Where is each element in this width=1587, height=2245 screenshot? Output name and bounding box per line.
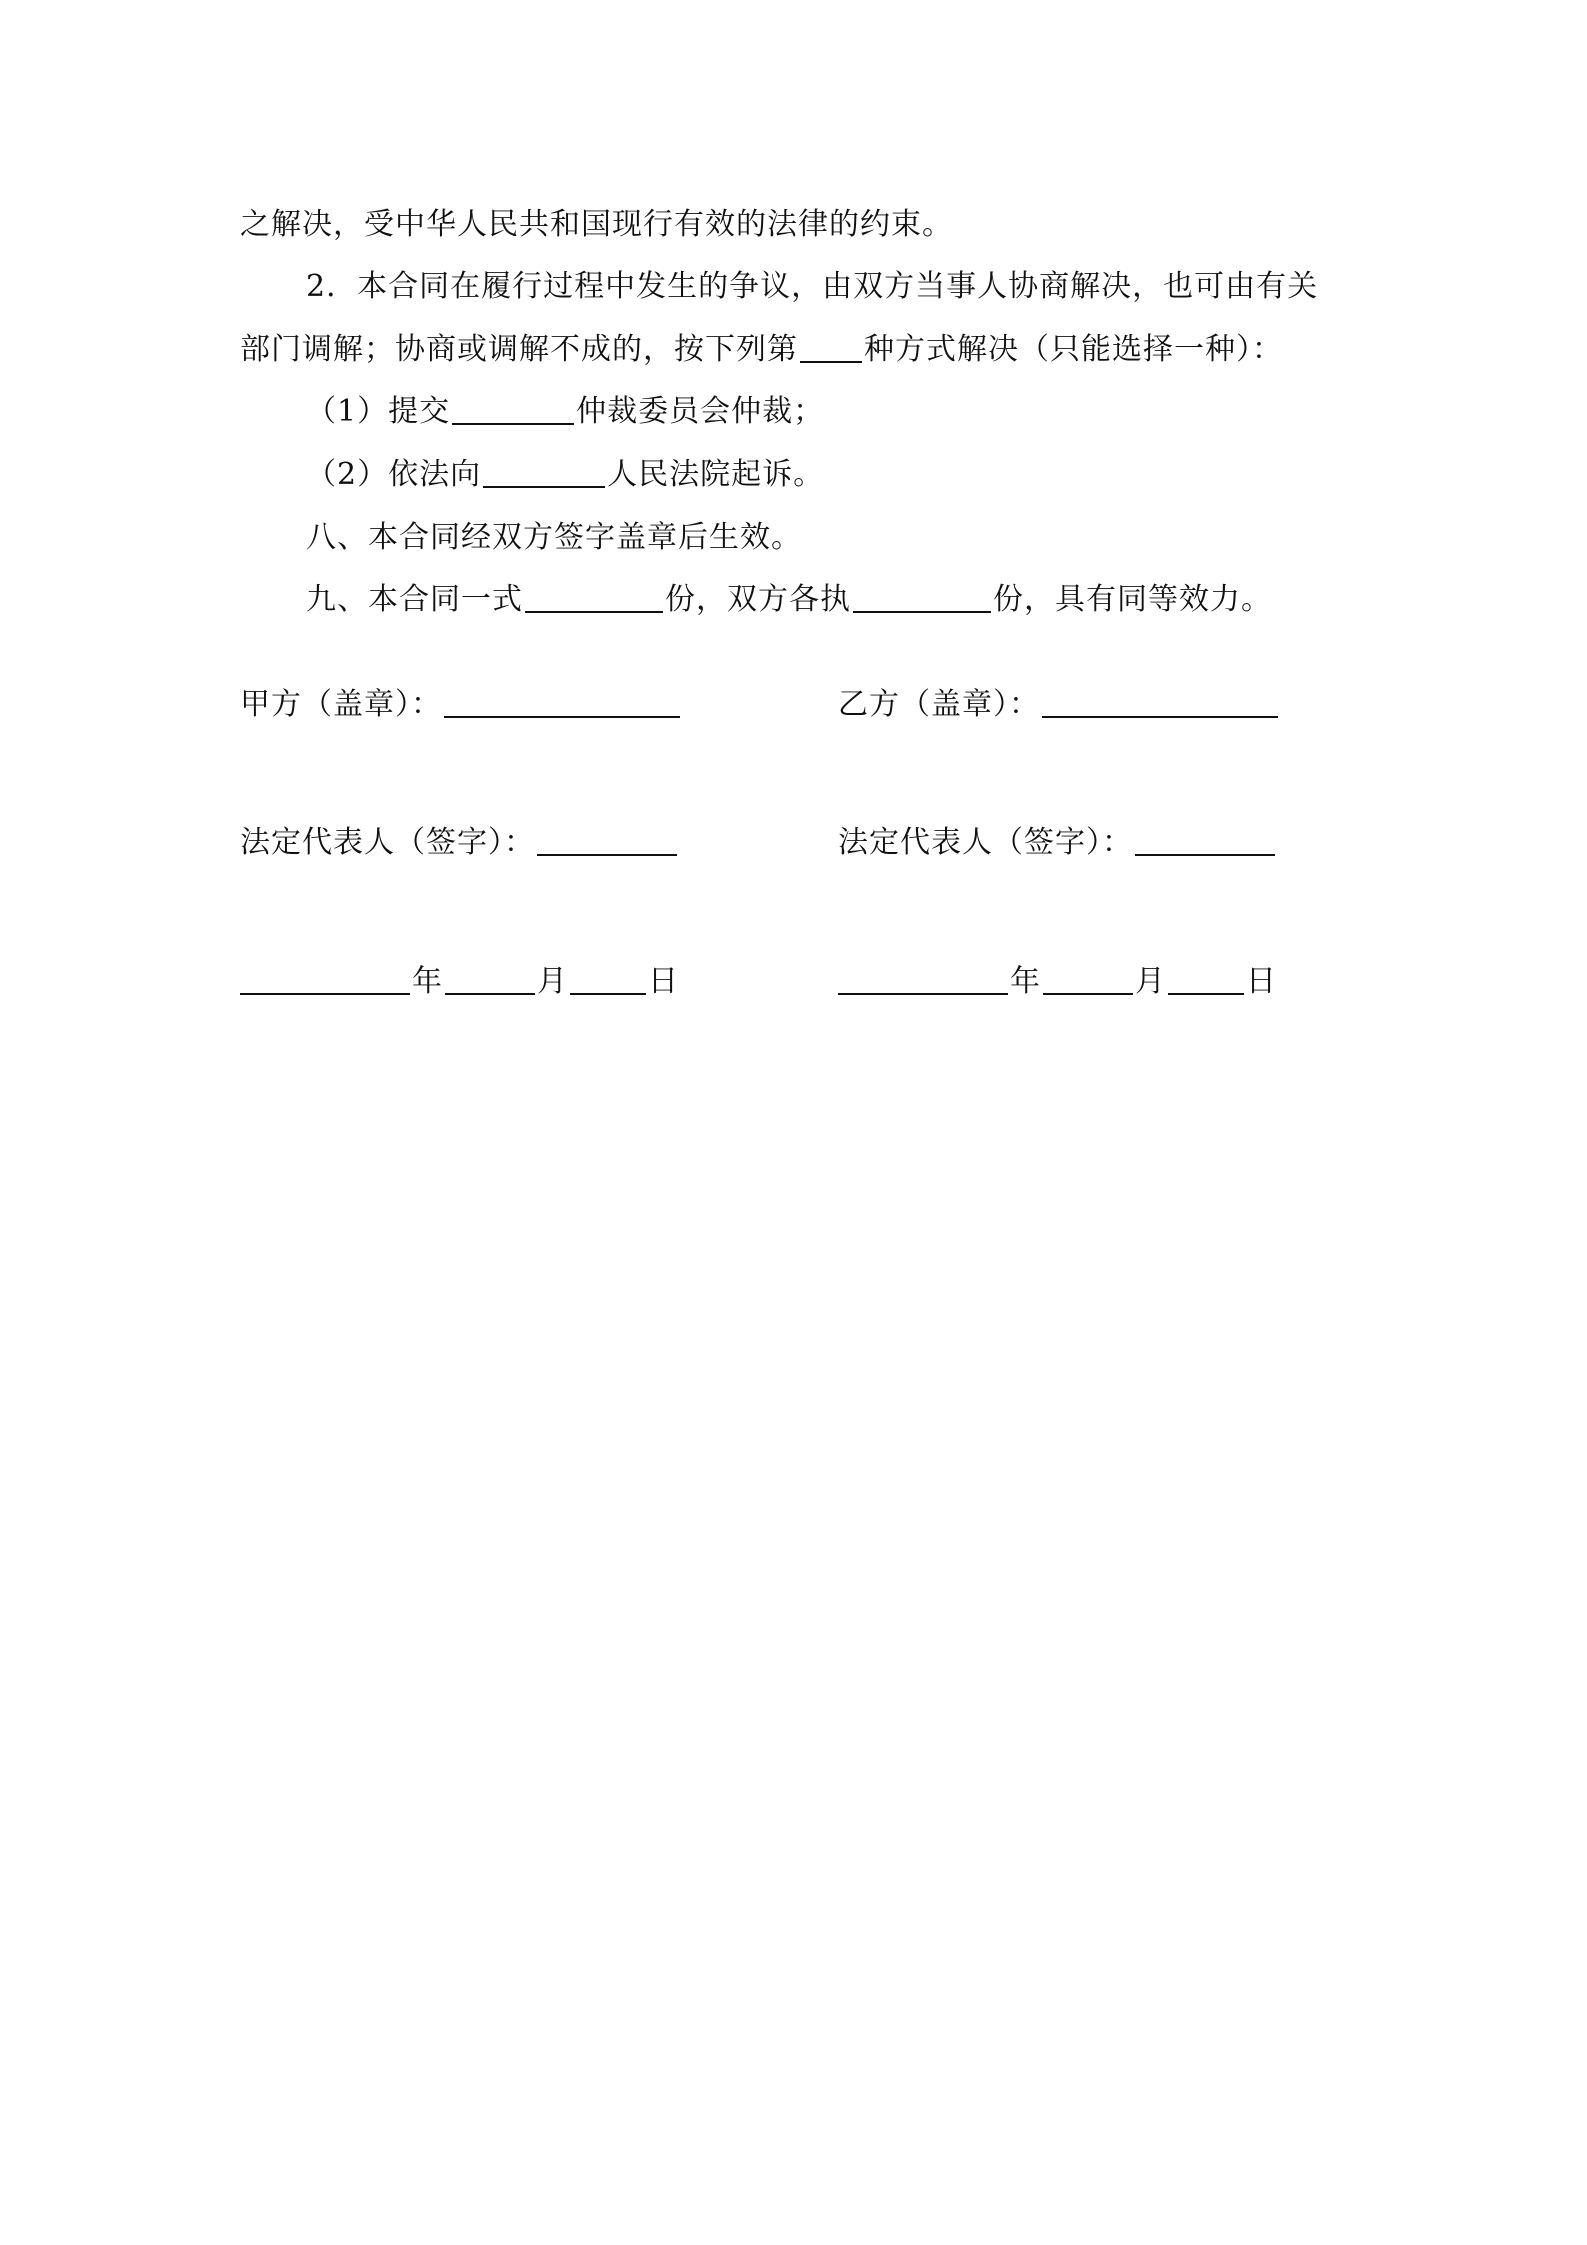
option-text: 人民法院起诉。 (607, 457, 825, 492)
month-label: 月 (1135, 964, 1166, 999)
year-label: 年 (412, 964, 443, 999)
party-a-seal-blank[interactable] (444, 686, 680, 718)
copies-each-blank[interactable] (853, 581, 991, 613)
year-label: 年 (1010, 964, 1041, 999)
clause-text: 份，具有同等效力。 (993, 582, 1272, 617)
party-b-rep-blank[interactable] (1135, 824, 1275, 856)
party-a-rep-blank[interactable] (537, 824, 677, 856)
clause-text: 部门调解；协商或调解不成的，按下列第 (240, 332, 798, 367)
party-a-date (240, 962, 679, 1002)
clause-text: 种方式解决（只能选择一种）： (864, 332, 1283, 367)
clause-8 (306, 518, 802, 558)
month-label: 月 (537, 964, 568, 999)
clause-7-2 (306, 267, 1318, 307)
copies-total-blank[interactable] (525, 581, 663, 613)
court-blank[interactable] (483, 456, 605, 488)
party-b-representative (838, 823, 1277, 863)
party-b-seal-blank[interactable] (1042, 686, 1278, 718)
option-text: 仲裁委员会仲裁； (576, 394, 825, 429)
arbitration-committee-blank[interactable] (452, 393, 574, 425)
day-blank[interactable] (570, 963, 646, 995)
party-a-representative (240, 823, 679, 863)
option-text: （2）依法向 (306, 457, 482, 492)
party-a-seal-label: 甲方（盖章）： (240, 687, 442, 722)
month-blank[interactable] (1043, 963, 1133, 995)
clause-text: 九、本合同一式 (306, 582, 523, 617)
party-b-rep-label: 法定代表人（签字）： (838, 825, 1133, 860)
day-label: 日 (648, 964, 679, 999)
clause-7-2-continuation (240, 330, 1283, 370)
clause-text: 之解决，受中华人民共和国现行有效的法律的约束。 (240, 207, 953, 242)
party-b-date (838, 962, 1277, 1002)
option-1 (306, 392, 824, 432)
party-a-seal (240, 685, 682, 725)
party-b-seal (838, 685, 1280, 725)
year-blank[interactable] (240, 963, 410, 995)
party-b-seal-label: 乙方（盖章）： (838, 687, 1040, 722)
clause-text: 2．本合同在履行过程中发生的争议，由双方当事人协商解决，也可由有关 (306, 269, 1319, 304)
year-blank[interactable] (838, 963, 1008, 995)
method-number-blank[interactable] (800, 331, 862, 363)
day-label: 日 (1246, 964, 1277, 999)
option-text: （1）提交 (306, 394, 451, 429)
option-2 (306, 455, 824, 495)
clause-text: 八、本合同经双方签字盖章后生效。 (306, 520, 802, 555)
day-blank[interactable] (1168, 963, 1244, 995)
party-a-rep-label: 法定代表人（签字）： (240, 825, 535, 860)
clause-9 (306, 580, 1272, 620)
clause-7-continuation (240, 205, 953, 245)
clause-text: 份，双方各执 (665, 582, 851, 617)
month-blank[interactable] (445, 963, 535, 995)
